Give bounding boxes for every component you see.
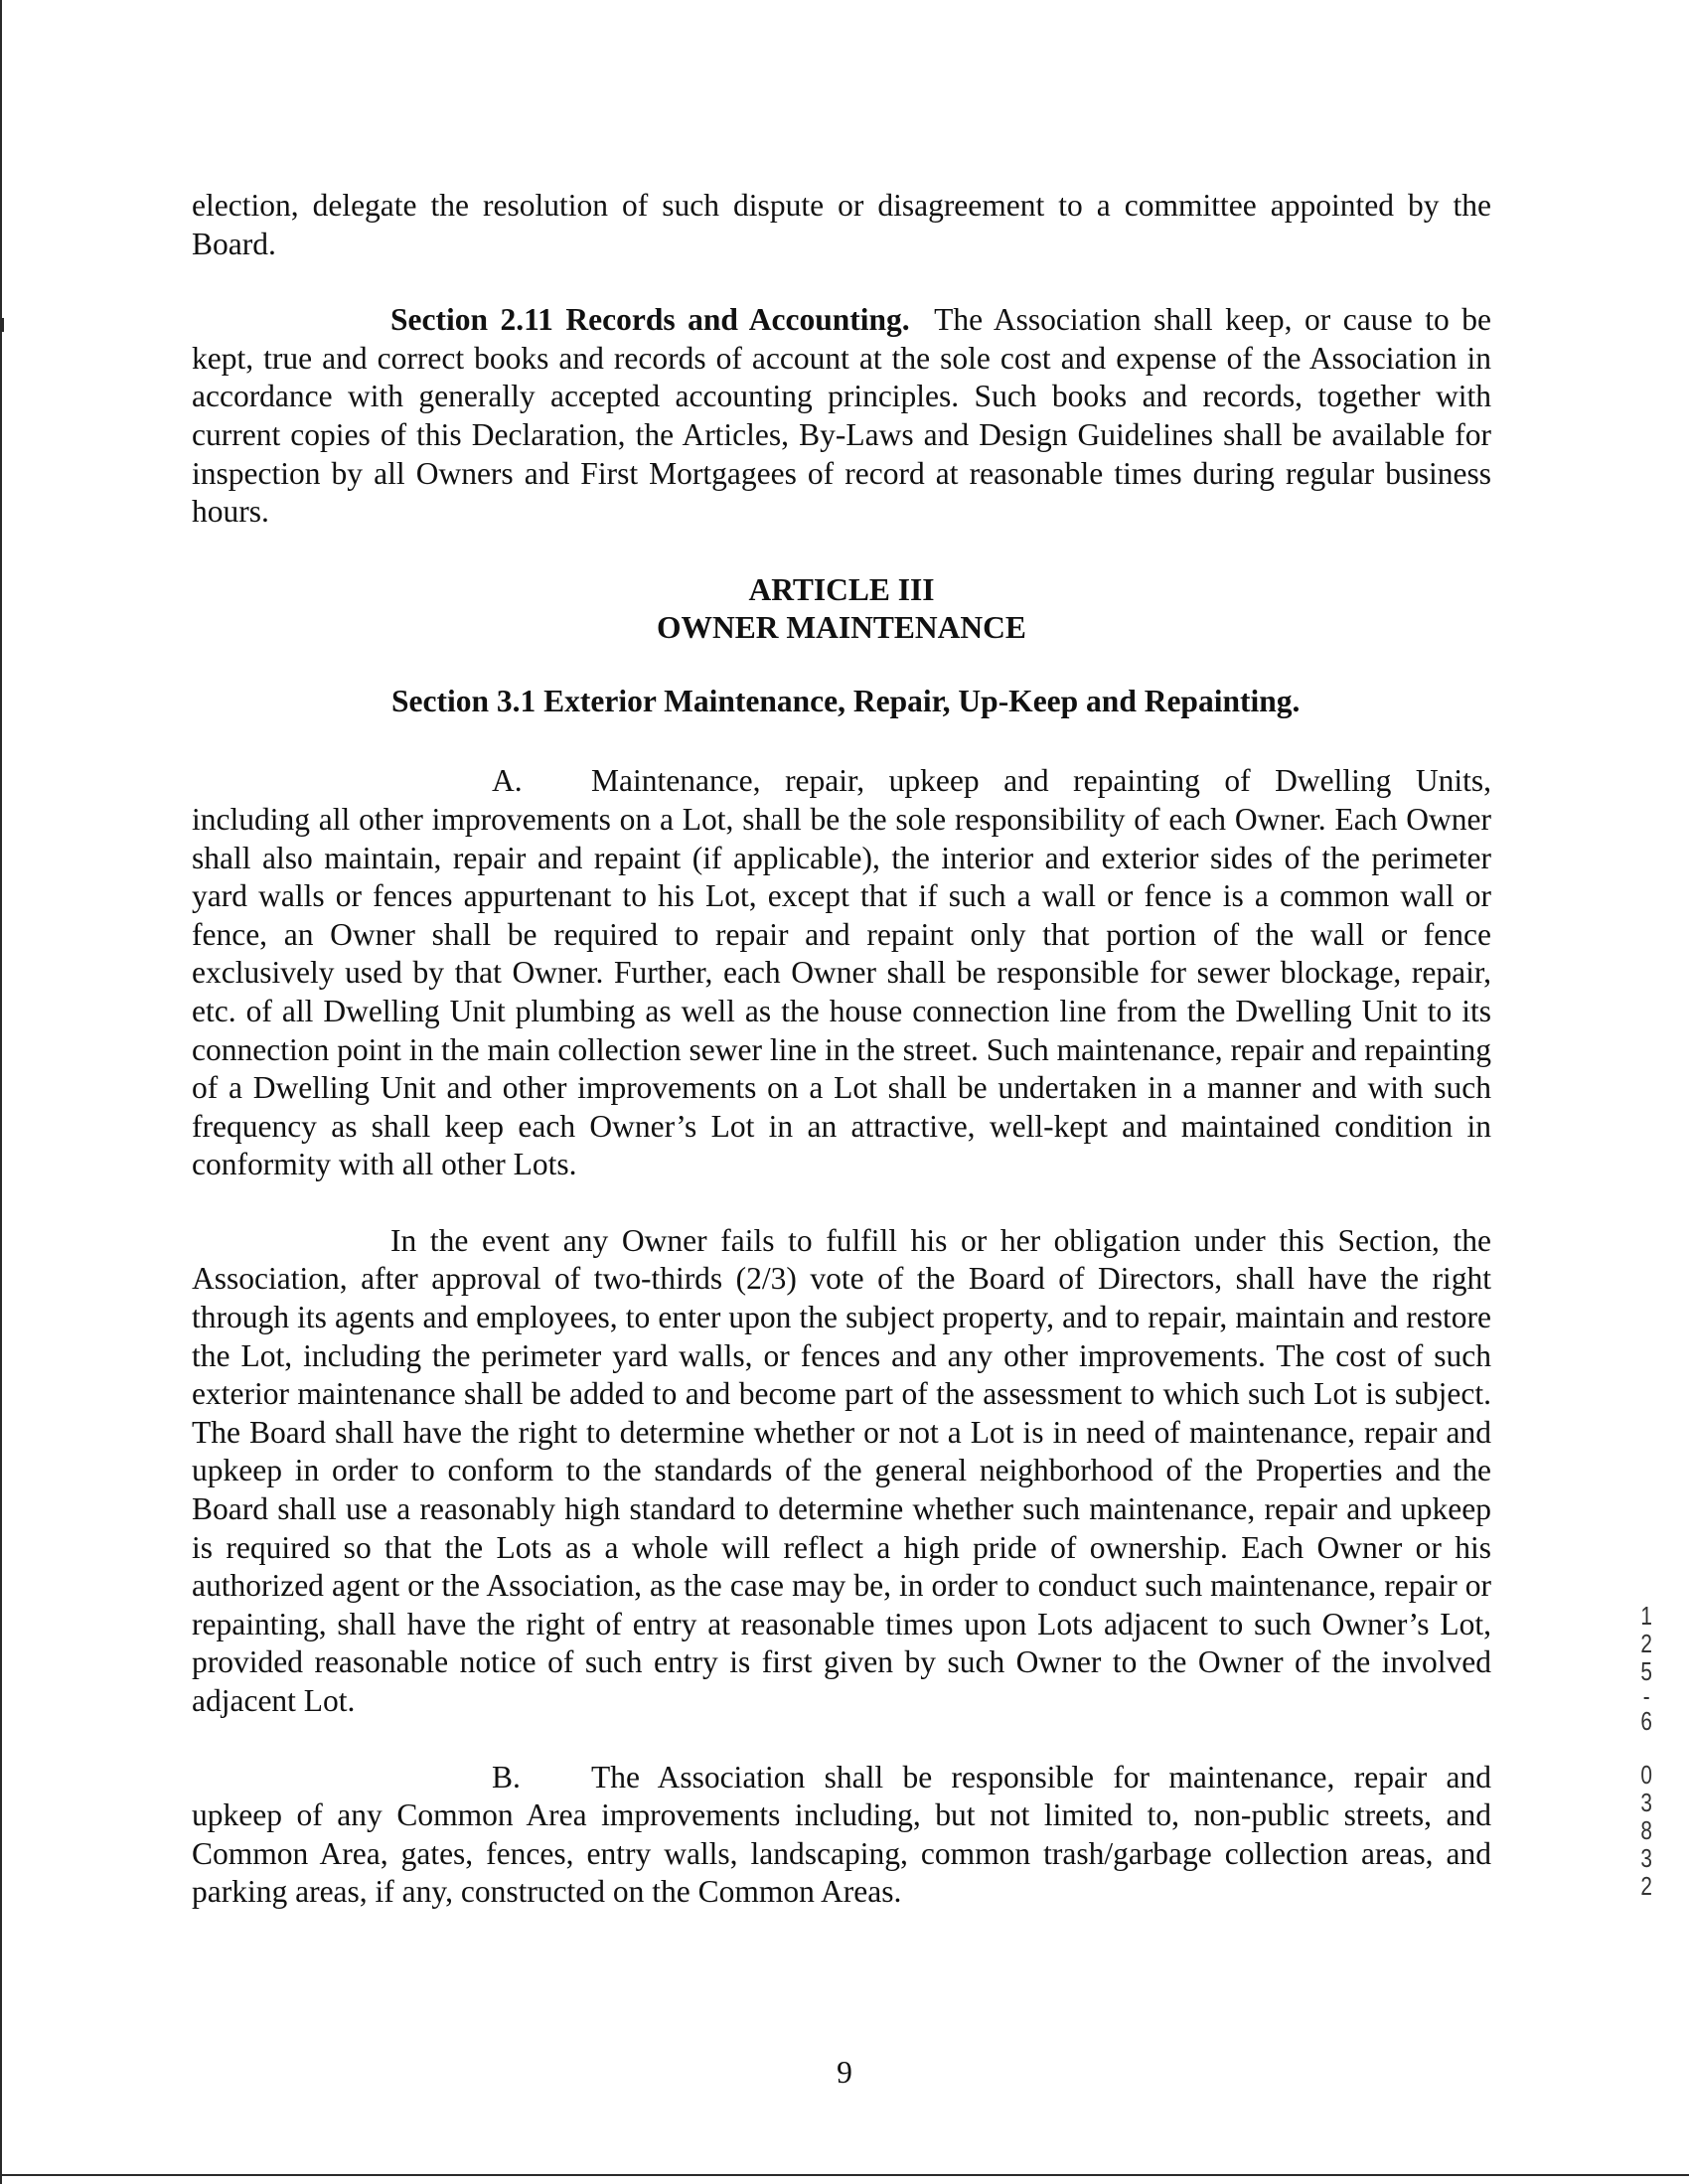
stamp-char: [1635, 1735, 1657, 1761]
stamp-char: 2: [1640, 1629, 1652, 1658]
stamp-char: 5: [1640, 1656, 1652, 1686]
item-a-letter: A.: [492, 763, 523, 799]
item-a-paragraph: [192, 762, 1491, 1184]
item-a-text: Maintenance, repair, upkeep and repainting of Dwelling Units, including all other improvements on a Lot, shall be the sole responsibility of each Owner. Each Owner shall also maintain, repair and repaint (if applicable), the interior and exterior sides of the perimeter yard walls or fences appurtenant to his Lot, except that if such a wall or fence is a common wall or fence, an Owner shall be required to repair and repaint only that portion of the wall or fence exclusively used by that Owner. Further, each Owner shall be responsible for sewer blockage, repair, etc. of all Dwelling Unit plumbing as well as the house connection line from the Dwelling Unit to its connection point in the main collection sewer line in the street. Such maintenance, repair and repainting of a Dwelling Unit and other improvements on a Lot shall be undertaken in a manner and with such frequency as shall keep each Owner’s Lot in an attractive, well-kept and maintained condition in conformity with all other Lots.: [192, 763, 1491, 1182]
item-b-text: The Association shall be responsible for maintenance, repair and upkeep of any Common Area improvements including, but not limited to, non-public streets, and Common Area, gates, fences, entry walls, landscaping, common trash/garbage collection areas, and parking areas, if any, constructed on the Common Areas.: [192, 1759, 1491, 1910]
stamp-char: -: [1642, 1681, 1650, 1711]
article-heading: [192, 571, 1491, 647]
event-paragraph: In the event any Owner fails to fulfill his or her obligation under this Section, the Association, after approval of two-thirds (2/3) vote of the Board of Directors, shall have the right through its agents and employees, to enter upon the subject property, and to repair, maintain and restore the Lot, including the perimeter yard walls, or fences and any other improvements. The cost of such exterior maintenance shall be added to and become part of the assessment to which such Lot is subject. The Board shall have the right to determine whether or not a Lot is in need of maintenance, repair and upkeep in order to conform to the standards of the general neighborhood of the Properties and the Board shall use a reasonably high standard to determine whether such maintenance, repair and upkeep is required so that the Lots as a whole will reflect a high pride of ownership. Each Owner or his authorized agent or the Association, as the case may be, in order to conduct such maintenance, repair or repainting, shall have the right of entry at reasonable times upon Lots adjacent to such Owner’s Lot, provided reasonable notice of such entry is first given by such Owner to the Owner of the involved adjacent Lot.: [192, 1222, 1491, 1718]
section-2-11-text: The Association shall keep, or cause to be kept, true and correct books and records of account at the sole cost and expense of the Association in accordance with generally accepted accounting principles. Such books and records, together with current copies of this Declaration, the Articles, By-Laws and Design Guidelines shall be available for inspection by all Owners and First Mortgagees of record at reasonable times during regular business hours.: [192, 302, 1491, 530]
item-b-letter: B.: [492, 1759, 521, 1794]
page-number: 9: [837, 2055, 852, 2090]
stamp-char: 1: [1640, 1601, 1652, 1631]
stamp-char: 2: [1640, 1871, 1652, 1901]
continuation-paragraph: election, delegate the resolution of such dispute or disagreement to a committee appointed by the Board.: [192, 188, 1491, 261]
stamp-char: 3: [1640, 1843, 1652, 1873]
item-b-paragraph: [192, 1759, 1491, 1912]
stamp-char: 8: [1640, 1815, 1652, 1845]
stamp-char: 0: [1640, 1760, 1652, 1790]
article-number: ARTICLE III: [748, 571, 935, 607]
article-title: OWNER MAINTENANCE: [657, 609, 1026, 645]
page-bottom-border: [0, 2174, 1689, 2176]
stamp-char: 6: [1640, 1706, 1652, 1736]
stamp-char: 3: [1640, 1788, 1652, 1817]
section-2-11-paragraph: [192, 301, 1491, 532]
recording-stamp: [1635, 1602, 1657, 1900]
section-2-11-heading: Section 2.11 Records and Accounting.: [390, 302, 910, 338]
scan-tick-mark: [0, 318, 4, 332]
section-3-1-heading: Section 3.1 Exterior Maintenance, Repair, Up-Keep and Repainting.: [391, 683, 1301, 718]
document-body: [192, 187, 1491, 1912]
